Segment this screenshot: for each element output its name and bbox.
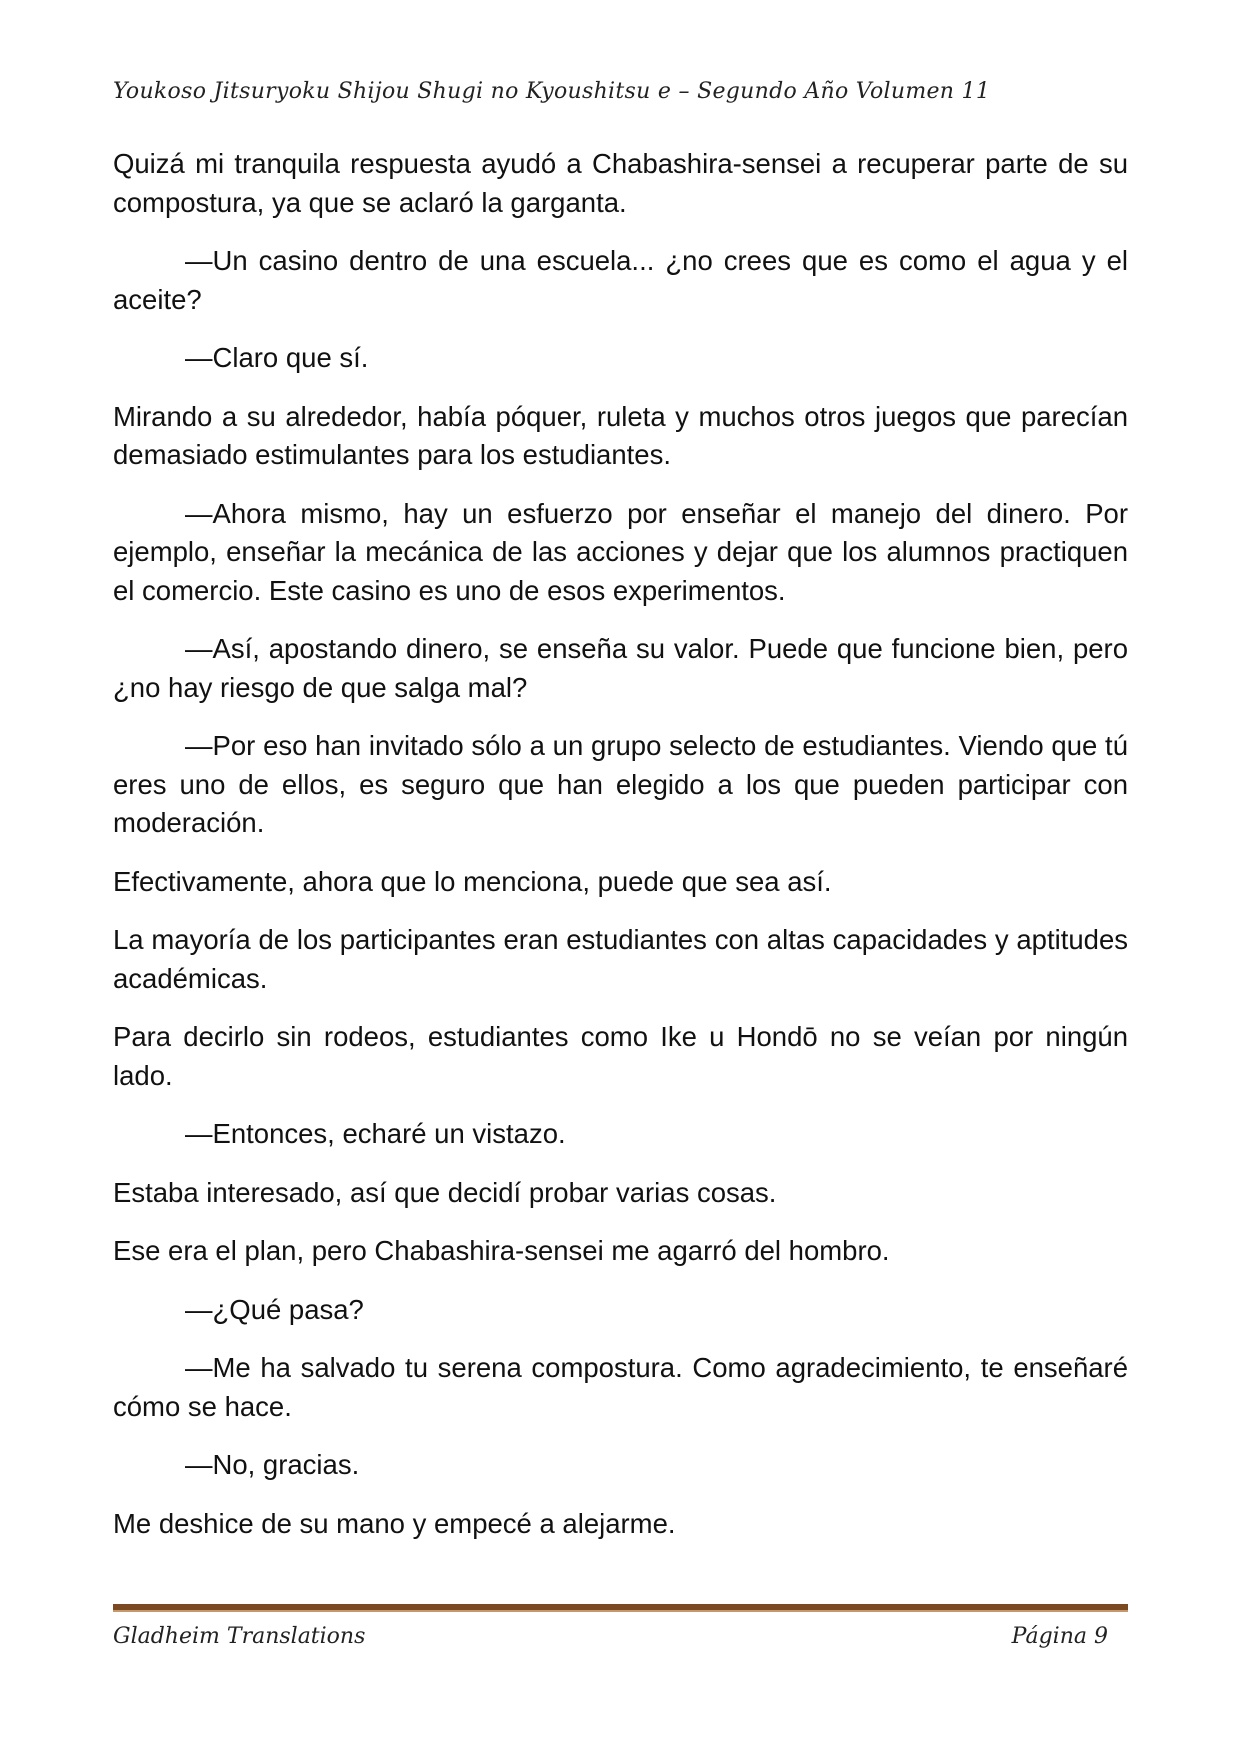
dialogue-paragraph: —Así, apostando dinero, se enseña su valor. Puede que funcione bien, pero ¿no hay riesgo de que salga mal? [113, 633, 1128, 703]
footer-divider [113, 1604, 1128, 1612]
dialogue-paragraph: —Por eso han invitado sólo a un grupo selecto de estudiantes. Viendo que tú eres uno de ellos, es seguro que han elegido a los que pueden participar con moderación. [113, 730, 1128, 838]
dialogue-paragraph: —No, gracias. [185, 1449, 360, 1480]
paragraph: Mirando a su alrededor, había póquer, ruleta y muchos otros juegos que parecían demasiado estimulantes para los estudiantes. [113, 400, 1128, 470]
paragraph: Estaba interesado, así que decidí probar varias cosas. [113, 1176, 777, 1208]
dialogue-paragraph: —Ahora mismo, hay un esfuerzo por enseñar el manejo del dinero. Por ejemplo, enseñar la mecánica de las acciones y dejar que los alumnos practiquen el comercio. Este casino es uno de esos experimentos. [113, 497, 1128, 606]
dialogue-paragraph: —Entonces, echaré un vistazo. [185, 1118, 566, 1149]
paragraph: Ese era el plan, pero Chabashira-sensei me agarró del hombro. [113, 1235, 890, 1266]
running-header: Youkoso Jitsuryoku Shijou Shugi no Kyoushitsu e – Segundo Año Volumen 11 [113, 79, 991, 104]
dialogue-paragraph: —Un casino dentro de una escuela... ¿no crees que es como el agua y el aceite? [113, 245, 1128, 315]
dialogue-paragraph: —¿Qué pasa? [185, 1293, 364, 1325]
dialogue-paragraph: —Claro que sí. [185, 342, 369, 373]
paragraph: Efectivamente, ahora que lo menciona, puede que sea así. [113, 865, 832, 897]
paragraph: Quizá mi tranquila respuesta ayudó a Chabashira-sensei a recuperar parte de su compostura, ya que se aclaró la garganta. [113, 148, 1128, 218]
body-text [113, 145, 1128, 1563]
paragraph: La mayoría de los participantes eran estudiantes con altas capacidades y aptitudes académicas. [113, 924, 1128, 994]
paragraph: Me deshice de su mano y empecé a alejarme. [113, 1507, 676, 1539]
page-number: Página 9 [1011, 1624, 1108, 1649]
footer-publisher: Gladheim Translations [113, 1624, 366, 1649]
dialogue-paragraph: —Me ha salvado tu serena compostura. Como agradecimiento, te enseñaré cómo se hace. [113, 1352, 1128, 1422]
paragraph: Para decirlo sin rodeos, estudiantes como Ike u Hondō no se veían por ningún lado. [113, 1021, 1128, 1091]
